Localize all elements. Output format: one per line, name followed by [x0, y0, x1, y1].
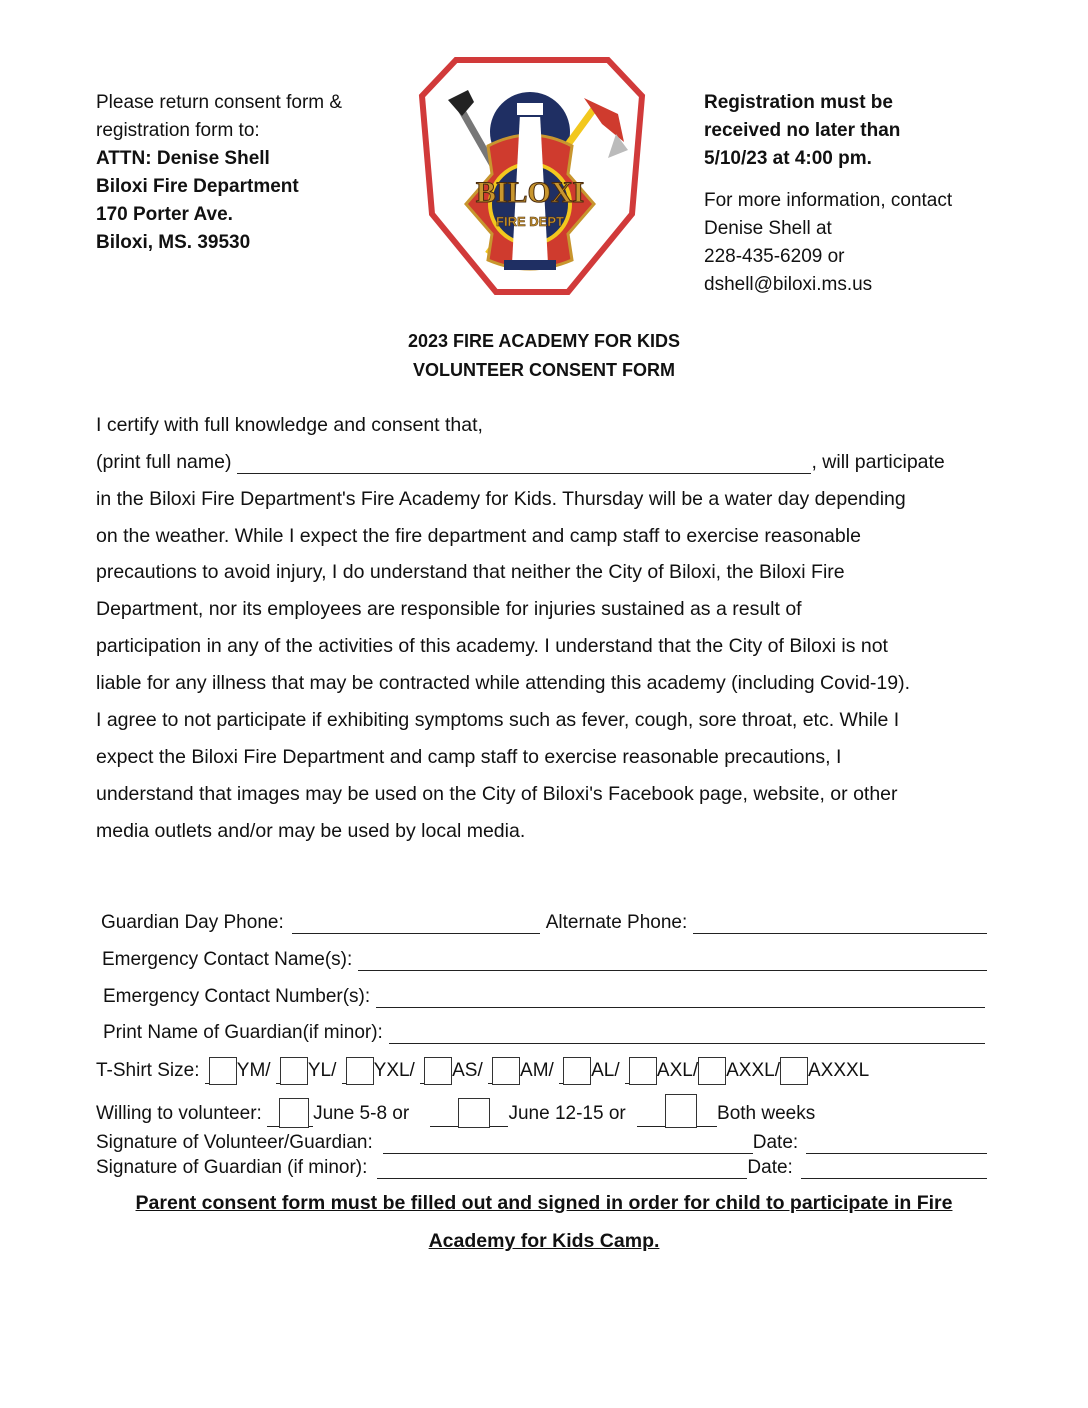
- volunteer-row: [96, 1094, 815, 1125]
- contact-line1: For more information, contact: [704, 190, 953, 211]
- emergency-numbers-label: Emergency Contact Number(s):: [103, 986, 371, 1007]
- emergency-names-row: [102, 949, 987, 971]
- tshirt-option-label: AXL/: [656, 1060, 699, 1081]
- volunteer-label: Willing to volunteer:: [96, 1103, 262, 1124]
- volunteer-signature-label: Signature of Volunteer/Guardian:: [96, 1132, 373, 1153]
- contact-block: [704, 187, 952, 299]
- deadline-line1: Registration must be: [704, 92, 893, 113]
- full-name-suffix: , will participate: [811, 451, 945, 473]
- tshirt-size-row: [96, 1057, 869, 1082]
- tshirt-ym-checkbox[interactable]: [209, 1057, 237, 1085]
- volunteer-date-label: Date:: [752, 1132, 799, 1153]
- tshirt-option-label: YXL/: [373, 1060, 415, 1081]
- consent-line: participation in any of the activities of this academy. I understand that the City of Biloxi is not: [96, 635, 888, 657]
- guardian-name-row: [103, 1022, 985, 1044]
- tshirt-axl-checkbox[interactable]: [629, 1057, 657, 1085]
- consent-line: in the Biloxi Fire Department's Fire Academy for Kids. Thursday will be a water day depending: [96, 488, 906, 510]
- contact-email[interactable]: dshell@biloxi.ms.us: [704, 274, 873, 295]
- tshirt-option-label: AXXXL: [807, 1060, 870, 1081]
- tshirt-option-label: AS/: [452, 1060, 483, 1081]
- street-line: 170 Porter Ave.: [96, 204, 233, 225]
- return-address-block: [96, 89, 342, 257]
- parent-consent-notice-line2: Academy for Kids Camp.: [428, 1230, 660, 1252]
- parent-consent-notice-line1: Parent consent form must be filled out and signed in order for child to participate in Fire: [135, 1192, 953, 1214]
- emergency-names-label: Emergency Contact Name(s):: [102, 949, 353, 970]
- emergency-names-input[interactable]: [358, 952, 987, 971]
- consent-intro: I certify with full knowledge and consent that,: [96, 414, 483, 436]
- guardian-day-phone-input[interactable]: [292, 915, 540, 934]
- tshirt-size-label: T-Shirt Size:: [96, 1060, 200, 1081]
- tshirt-yl-checkbox[interactable]: [280, 1057, 308, 1085]
- consent-line: precautions to avoid injury, I do understand that neither the City of Biloxi, the Biloxi Fire: [96, 561, 845, 583]
- contact-line2: Denise Shell at: [704, 218, 832, 239]
- tshirt-al-checkbox[interactable]: [563, 1057, 591, 1085]
- full-name-row: [96, 451, 945, 474]
- full-name-label: (print full name): [96, 451, 232, 473]
- svg-text:BILOXI: BILOXI: [475, 176, 585, 209]
- org-line: Biloxi Fire Department: [96, 176, 299, 197]
- volunteer-signature-input[interactable]: [383, 1135, 753, 1154]
- consent-line: media outlets and/or may be used by local media.: [96, 820, 526, 842]
- deadline-line2: received no later than: [704, 120, 901, 141]
- biloxi-fire-logo: [418, 54, 646, 300]
- tshirt-option-label: AXXL/: [726, 1060, 780, 1081]
- consent-line: Department, nor its employees are responsible for injuries sustained as a result of: [96, 598, 802, 620]
- full-name-input[interactable]: [237, 455, 811, 474]
- emergency-numbers-input[interactable]: [376, 989, 985, 1008]
- volunteer-signature-row: [96, 1132, 987, 1154]
- deadline-line3: 5/10/23 at 4:00 pm.: [704, 148, 872, 169]
- deadline-block: [704, 89, 900, 173]
- volunteer-option-label: June 12-15 or: [508, 1103, 626, 1124]
- guardian-signature-row: [96, 1157, 987, 1179]
- tshirt-yxl-checkbox[interactable]: [346, 1057, 374, 1085]
- consent-line: on the weather. While I expect the fire department and camp staff to exercise reasonable: [96, 525, 861, 547]
- city-line: Biloxi, MS. 39530: [96, 232, 251, 253]
- guardian-name-label: Print Name of Guardian(if minor):: [103, 1022, 383, 1043]
- form-title-line2: VOLUNTEER CONSENT FORM: [412, 360, 675, 380]
- guardian-phone-row: [101, 912, 987, 934]
- consent-line: understand that images may be used on the City of Biloxi's Facebook page, website, or other: [96, 783, 898, 805]
- alternate-phone-input[interactable]: [693, 915, 987, 934]
- tshirt-axxxl-checkbox[interactable]: [780, 1057, 808, 1085]
- return-instructions-line2: registration form to:: [96, 120, 260, 141]
- guardian-date-label: Date:: [747, 1157, 793, 1178]
- tshirt-option-label: AM/: [520, 1060, 554, 1081]
- volunteer-option-label: Both weeks: [717, 1103, 816, 1124]
- contact-phone: 228-435-6209 or: [704, 246, 845, 267]
- tshirt-as-checkbox[interactable]: [424, 1057, 452, 1085]
- volunteer-both-weeks-checkbox[interactable]: [665, 1094, 697, 1128]
- guardian-date-input[interactable]: [801, 1160, 987, 1179]
- alternate-phone-label: Alternate Phone:: [545, 912, 688, 933]
- form-title-line1: 2023 FIRE ACADEMY FOR KIDS: [407, 331, 681, 351]
- fire-department-badge-icon: [418, 54, 646, 300]
- emergency-numbers-row: [103, 986, 985, 1008]
- tshirt-option-label: YL/: [307, 1060, 337, 1081]
- tshirt-option-label: AL/: [591, 1060, 620, 1081]
- guardian-signature-input[interactable]: [377, 1160, 747, 1179]
- volunteer-june-12-15-checkbox[interactable]: [458, 1098, 490, 1128]
- consent-line: I agree to not participate if exhibiting symptoms such as fever, cough, sore throat, etc. While I: [96, 709, 900, 731]
- consent-line: expect the Biloxi Fire Department and camp staff to exercise reasonable precautions, I: [96, 746, 842, 768]
- tshirt-option-label: YM/: [236, 1060, 271, 1081]
- tshirt-am-checkbox[interactable]: [492, 1057, 520, 1085]
- return-instructions-line1: Please return consent form &: [96, 92, 343, 113]
- consent-line: liable for any illness that may be contracted while attending this academy (including Covid-19).: [96, 672, 911, 694]
- volunteer-june-5-8-checkbox[interactable]: [279, 1098, 309, 1128]
- attn-line: ATTN: Denise Shell: [96, 148, 270, 169]
- volunteer-option-label: June 5-8 or: [313, 1103, 410, 1124]
- guardian-signature-label: Signature of Guardian (if minor):: [96, 1157, 368, 1178]
- volunteer-date-input[interactable]: [806, 1135, 987, 1154]
- svg-text:FIRE DEPT: FIRE DEPT: [496, 214, 564, 229]
- guardian-day-phone-label: Guardian Day Phone:: [101, 912, 284, 933]
- guardian-name-input[interactable]: [389, 1025, 985, 1044]
- tshirt-axxl-checkbox[interactable]: [698, 1057, 726, 1085]
